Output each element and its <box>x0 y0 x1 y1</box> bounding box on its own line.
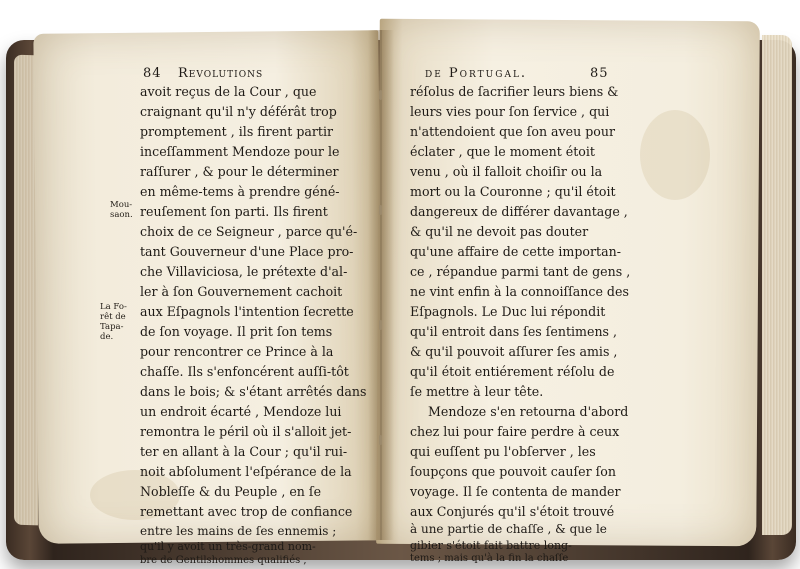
left-line: craignant qu'il n'y déférât trop <box>140 104 337 119</box>
left-line: Nobleſſe & du Peuple , en ſe <box>140 484 322 499</box>
left-line: chaſſe. Ils s'enfoncérent auſſi-tôt <box>140 364 349 379</box>
left-line: reuſement ſon parti. Ils firent <box>140 204 328 219</box>
right-line: ne vint enfin à la connoiſſance des <box>410 284 629 299</box>
left-line: choix de ce Seigneur , parce qu'é- <box>140 224 358 239</box>
left-line: tant Gouverneur d'une Place pro- <box>140 244 354 259</box>
right-line: réſolus de ſacrifier leurs biens & <box>410 84 619 99</box>
left-line: de ſon voyage. Il prit ſon tems <box>140 324 333 339</box>
right-line: ce , répandue parmi tant de gens , <box>410 264 631 279</box>
right-line: qu'il étoit entiérement réſolu de <box>410 364 615 379</box>
right-line: & qu'il pouvoit aſſurer ſes amis , <box>410 344 618 359</box>
right-line: Eſpagnols. Le Duc lui répondit <box>410 304 606 319</box>
right-line: dangereux de différer davantage , <box>410 204 628 219</box>
left-line: qu'il y avoit un très-grand nom- <box>140 540 316 553</box>
paper-stain <box>640 110 710 200</box>
right-line: tems ; mais qu'à la fin la chaſſe <box>410 553 569 564</box>
right-line: gibier s'étoit fait battre long- <box>410 539 572 552</box>
left-line: raſſurer , & pour le déterminer <box>140 164 339 179</box>
left-line: en même-tems à prendre géné- <box>140 184 340 199</box>
binding-stitch <box>379 435 382 445</box>
left-line: remontra le péril où il s'alloit jet- <box>140 424 352 439</box>
right-line: ſoupçons que pouvoit cauſer ſon <box>410 464 616 479</box>
left-line: inceſſamment Mendoze pour le <box>140 144 340 159</box>
left-line: un endroit écarté , Mendoze lui <box>140 404 342 419</box>
left-line: promptement , ils firent partir <box>140 124 334 139</box>
right-line: qui euſſent pu l'obſerver , les <box>410 444 596 459</box>
right-line: & qu'il ne devoit pas douter <box>410 224 589 239</box>
right-line: n'attendoient que ſon aveu pour <box>410 124 616 139</box>
right-line: qu'une affaire de cette importan- <box>410 244 621 259</box>
right-line: mort ou la Couronne ; qu'il étoit <box>410 184 616 199</box>
right-line: à une partie de chaſſe , & que le <box>410 522 607 536</box>
left-line: ler à ſon Gouvernement cachoit <box>140 284 343 299</box>
right-line: ſe mettre à leur tête. <box>410 384 544 399</box>
binding-stitch <box>379 320 382 330</box>
right-line: éclater , que le moment étoit <box>410 144 595 159</box>
right-line: qu'il entroit dans ſes ſentimens , <box>410 324 618 339</box>
right-line: venu , où il falloit choiſir ou la <box>410 164 603 179</box>
left-line: avoit reçus de la Cour , que <box>140 84 317 99</box>
book-gutter <box>368 30 394 540</box>
left-line: ter en allant à la Cour ; qu'il rui- <box>140 444 348 459</box>
binding-stitch <box>379 90 382 100</box>
margin-note-mousaon: Mou- saon. <box>110 200 133 220</box>
left-line: bre de Gentilshommes qualifiés , <box>140 555 307 566</box>
right-line: voyage. Il ſe contenta de mander <box>410 484 621 499</box>
left-line: che Villaviciosa, le prétexte d'al- <box>140 264 348 279</box>
right-line: leurs vies pour ſon ſervice , qui <box>410 104 610 119</box>
right-page-edges <box>762 35 792 535</box>
left-page-number: 84 <box>143 66 162 81</box>
left-running-head: Revolutions <box>178 66 264 81</box>
right-page-number: 85 <box>590 66 609 81</box>
margin-note-foret: La Fo- rêt de Tapa- de. <box>100 302 127 342</box>
binding-stitch <box>379 205 382 215</box>
right-line: aux Conjurés qu'il s'étoit trouvé <box>410 504 615 519</box>
left-line: noit abſolument l'eſpérance de la <box>140 464 352 479</box>
right-line: chez lui pour faire perdre à ceux <box>410 424 620 439</box>
right-running-head: de Portugal. <box>425 66 528 81</box>
left-line: entre les mains de ſes ennemis ; <box>140 524 337 538</box>
right-line: Mendoze s'en retourna d'abord <box>428 404 629 419</box>
left-line: dans le bois; & s'étant arrêtés dans <box>140 384 367 399</box>
left-line: aux Eſpagnols l'intention ſecrette <box>140 304 354 319</box>
left-line: remettant avec trop de confiance <box>140 504 353 519</box>
left-line: pour rencontrer ce Prince à la <box>140 344 334 359</box>
